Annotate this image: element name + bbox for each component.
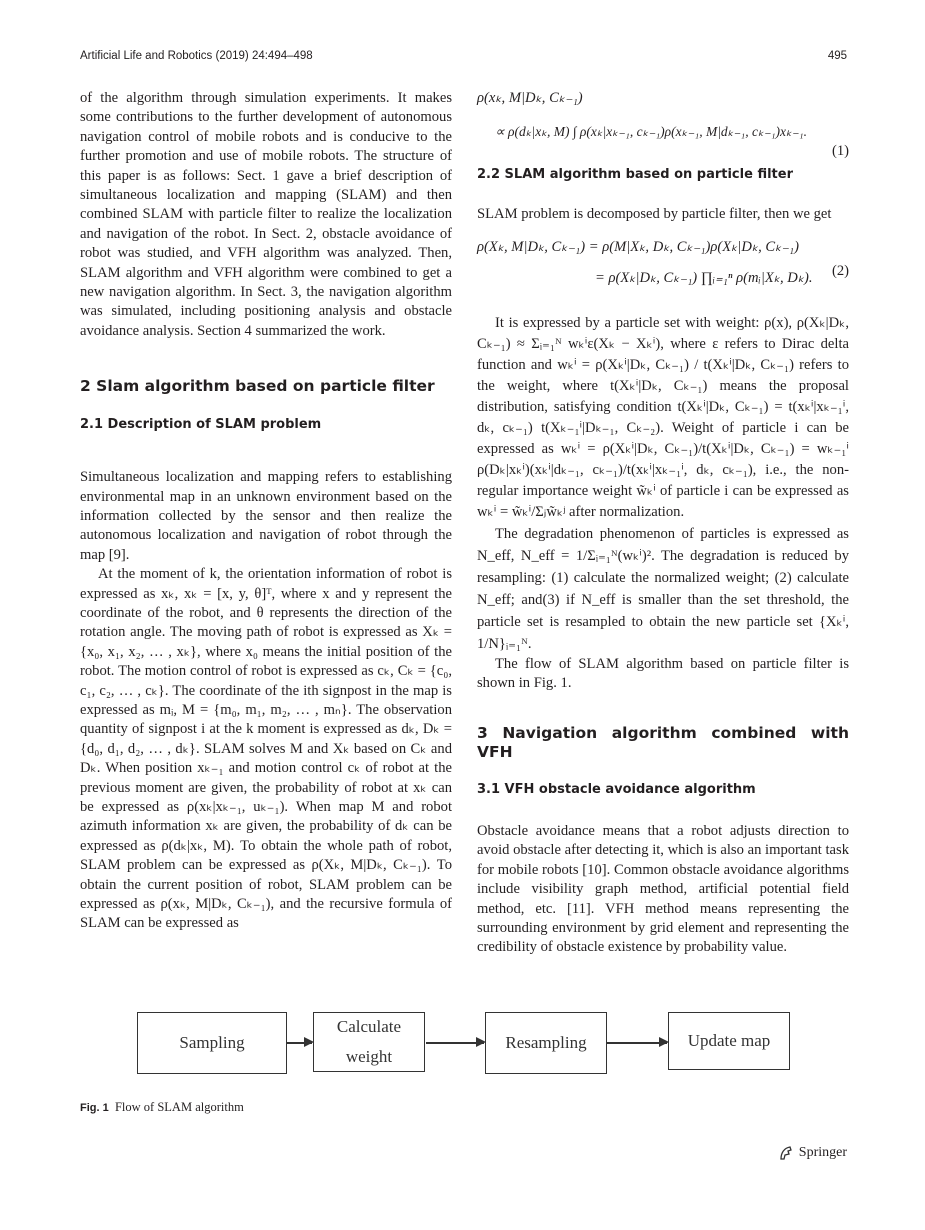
paragraph: The flow of SLAM algorithm based on particle filter is shown in Fig. 1. xyxy=(477,655,849,692)
equation-2-line-2: = ρ(Xₖ|Dₖ, Cₖ₋₁) ∏ᵢ₌₁ⁿ ρ(mᵢ|Xₖ, Dₖ). xyxy=(595,270,813,287)
figure-label: Fig. 1 xyxy=(80,1102,109,1114)
paragraph: Obstacle avoidance means that a robot adjusts direction to avoid obstacle after detecting it, which is also an important task for mobile robots [10]. Common obstacle avoidance algorithms include visibility graph method, artificial potential field method, etc. [11]. VFH method means representing the surrounding environment by grid element and representing the credibility of obstacle existence by probability value. xyxy=(477,822,849,956)
arrow-icon xyxy=(426,1042,484,1044)
intro-paragraph: of the algorithm through simulation experiments. It makes some contributions to the further development of autonomous navigation control of mobile robots and is conducive to the further promotion and use of mobile robots. The structure of this paper is as follows: Sect. 1 gave a brief description of simultaneous localization and mapping (SLAM) and then combined SLAM with particle filter to realize the localization and navigation of the robot. In Sect. 2, obstacle avoidance of robot was studied, and VFH algorithm was analyzed. Then, SLAM algorithm and VFH algorithm were combined to get a new navigation algorithm. In Sect. 3, the navigation algorithm was simulated, including positioning analysis and obstacle avoidance analysis. Section 4 summarized the work. xyxy=(80,90,452,339)
paragraph: Simultaneous localization and mapping refers to establishing environmental map in an unknown environment based on the information collected by the sensor and then realize the autonomous localization and navigation of robot through the map [9]. xyxy=(80,469,452,563)
springer-horse-icon xyxy=(778,1145,794,1161)
paragraph: The degradation phenomenon of particles is expressed as N_eff, N_eff = 1/Σᵢ₌₁ᴺ(wₖⁱ)². The degradation is reduced by resampling: (1) calculate the normalized weight; (2) calculate N_eff; and(3) if N_eff is smaller than the set threshold, the particle set is resampled to obtain the new particle set {Xₖⁱ, 1/N}ᵢ₌₁ᴺ. xyxy=(477,525,849,652)
left-column xyxy=(80,89,452,934)
section-2-2-heading: 2.2 SLAM algorithm based on particle filter xyxy=(477,167,793,183)
flow-box-calculate-weight: Calculate weight xyxy=(313,1012,425,1072)
page-number: 495 xyxy=(827,50,847,62)
section-2-1-heading: 2.1 Description of SLAM problem xyxy=(80,416,322,432)
flow-box-sampling: Sampling xyxy=(137,1012,287,1074)
section-2-heading: 2 Slam algorithm based on particle filter xyxy=(80,377,435,396)
figure-caption-text: Flow of SLAM algorithm xyxy=(114,1100,244,1114)
equation-1-line-1: ρ(xₖ, M|Dₖ, Cₖ₋₁) xyxy=(477,90,583,106)
equation-1-number: (1) xyxy=(831,142,849,159)
arrow-icon xyxy=(606,1042,667,1044)
section-3-1-heading: 3.1 VFH obstacle avoidance algorithm xyxy=(477,782,756,798)
equation-2-number: (2) xyxy=(831,263,849,280)
running-header: Artificial Life and Robotics (2019) 24:494–498 xyxy=(80,50,313,62)
arrow-icon xyxy=(286,1042,312,1044)
equation-2-line-1: ρ(Xₖ, M|Dₖ, Cₖ₋₁) = ρ(M|Xₖ, Dₖ, Cₖ₋₁)ρ(Xₖ|Dₖ, Cₖ₋₁) xyxy=(477,239,799,256)
flow-box-update-map: Update map xyxy=(668,1012,790,1070)
equation-1-line-2: ∝ ρ(dₖ|xₖ, M) ∫ ρ(xₖ|xₖ₋₁, cₖ₋₁)ρ(xₖ₋₁, M|dₖ₋₁, cₖ₋₁)xₖ₋₁. xyxy=(495,124,807,140)
publisher-logo xyxy=(778,1145,847,1161)
right-column xyxy=(477,89,849,958)
paragraph: At the moment of k, the orientation information of robot is expressed as xₖ, xₖ = [x, y, θ]ᵀ, where x and y represent the coordinate of the robot, and θ represents the direction of the rotation angle. The moving path of robot is expressed as Xₖ = {x₀, x₁, x₂, … , xₖ}, where x₀ means the initial position of the robot. The motion control of robot is expressed as cₖ, Cₖ = {c₀, c₁, c₂, … , cₖ}. The coordinate of the ith signpost in the map is expressed as mᵢ, M = {m₀, m₁, m₂, … , mₙ}. The observation quantity of signpost i at the k moment is expressed as dₖ, Dₖ = {d₀, d₁, d₂, … , dₖ}. SLAM solves M and Xₖ based on Cₖ and Dₖ. When position xₖ₋₁ and motion control cₖ of robot at the previous moment are given, the probability of robot at xₖ can be expressed as ρ(xₖ|xₖ₋₁, uₖ₋₁). When map M and robot azimuth information xₖ are given, the probability of dₖ can be expressed as ρ(dₖ|xₖ, M). To obtain the whole path of robot, SLAM problem can be expressed as ρ(Xₖ, M|Dₖ, Cₖ₋₁). To obtain the current position of robot, SLAM problem can be expressed as ρ(xₖ, M|Dₖ, Cₖ₋₁), and the recursive formula of SLAM can be expressed as xyxy=(80,566,452,932)
paragraph: SLAM problem is decomposed by particle filter, then we get xyxy=(477,205,832,222)
paragraph: It is expressed by a particle set with weight: ρ(x), ρ(Xₖ|Dₖ, Cₖ₋₁) ≈ Σᵢ₌₁ᴺ wₖⁱε(Xₖ − Xₖⁱ), where ε refers to Dirac delta function and wₖⁱ = ρ(Xₖⁱ|Dₖ, Cₖ₋₁) / t(Xₖⁱ|Dₖ, Cₖ₋₁) refers to the weight, where t(Xₖⁱ|Dₖ, Cₖ₋₁) means the proposal distribution, satisfying condition t(Xₖⁱ|Dₖ, Cₖ₋₁) = t(xₖⁱ|xₖ₋₁ⁱ, dₖ, cₖ₋₁) t(Xₖ₋₁ⁱ|Dₖ₋₁, Cₖ₋₂). Weight of particle i can be expressed as wₖⁱ = ρ(Xₖⁱ|Dₖ, Cₖ₋₁)/t(Xₖⁱ|Dₖ, Cₖ₋₁) = wₖ₋₁ⁱ ρ(Dₖ|xₖⁱ)(xₖⁱ|dₖ₋₁, cₖ₋₁)/t(xₖⁱ|xₖ₋₁ⁱ, dₖ, cₖ₋₁), i.e., the non-regular importance weight w̃ₖⁱ of particle i can be expressed as wₖⁱ = w̃ₖⁱ/Σⱼw̃ₖʲ after normalization. xyxy=(477,314,849,520)
flow-box-resampling: Resampling xyxy=(485,1012,607,1074)
publisher-name: Springer xyxy=(798,1145,847,1160)
figure-caption xyxy=(80,1100,244,1115)
section-3-heading: 3 Navigation algorithm combined with VFH xyxy=(477,723,849,762)
